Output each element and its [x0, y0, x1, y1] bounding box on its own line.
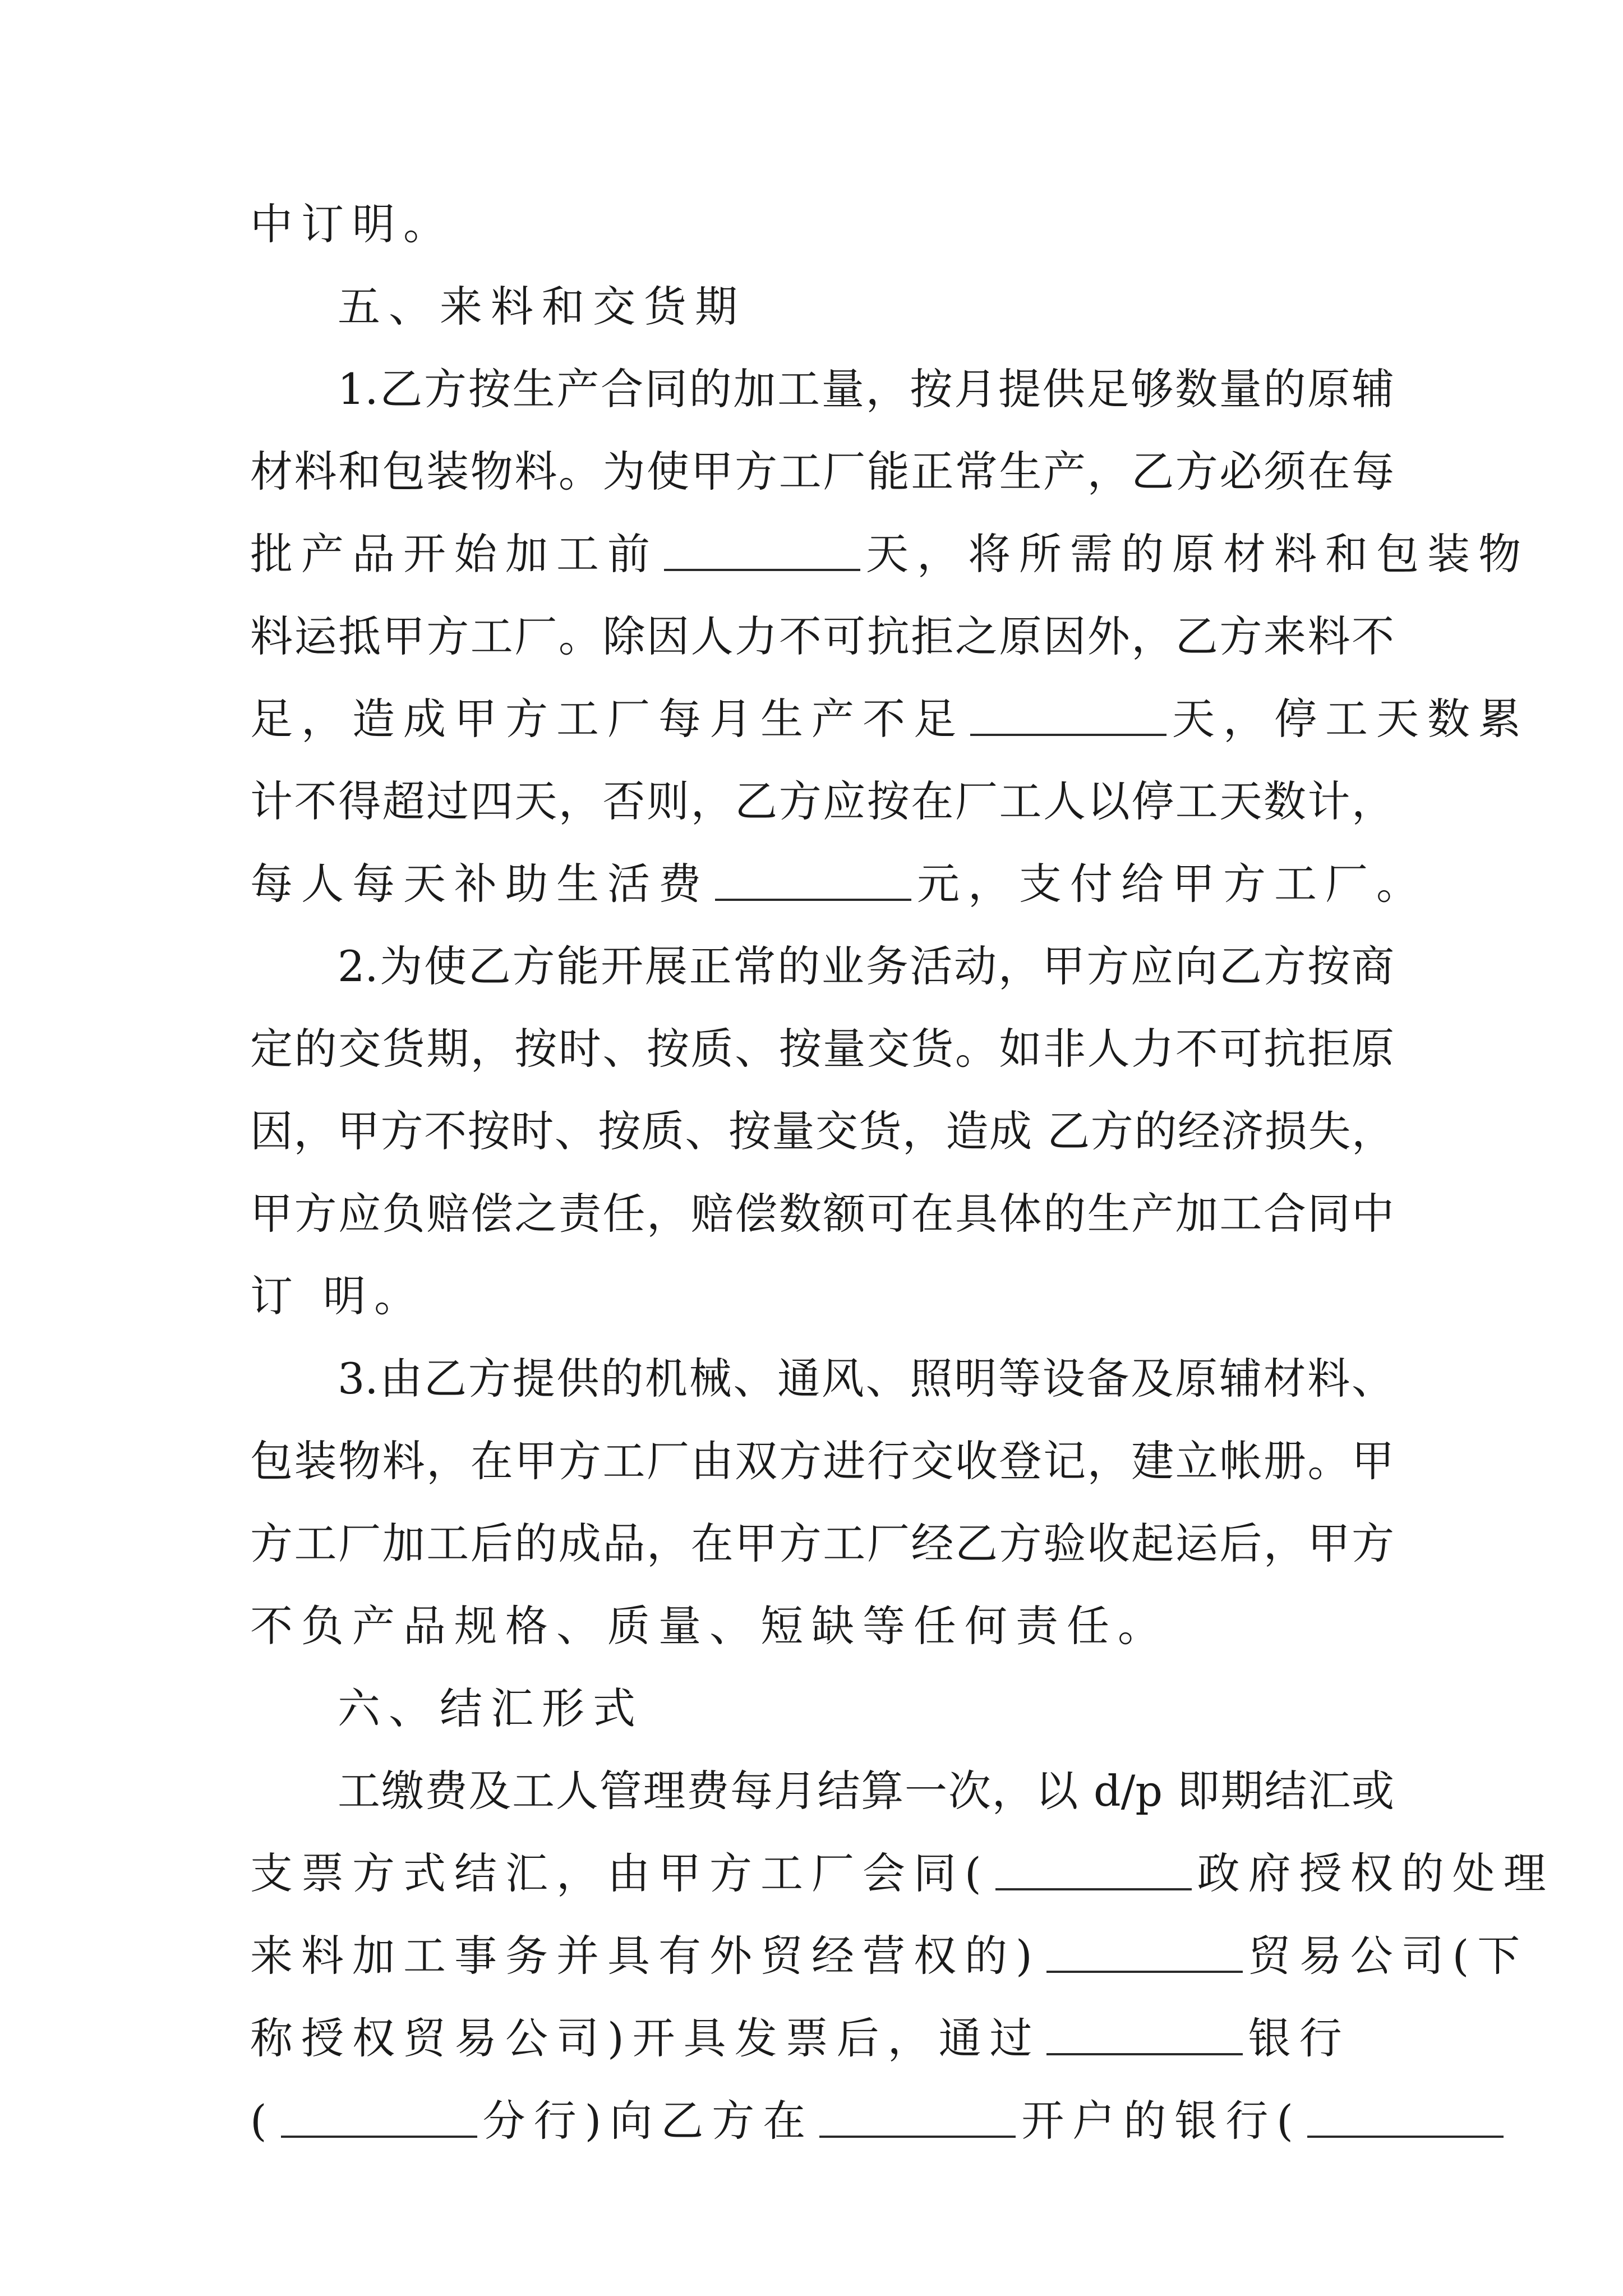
- section-heading: 五、来料和交货期: [338, 282, 746, 332]
- text-line: 方工厂加工后的成品，在甲方工厂经乙方验收起运后，甲方: [250, 1519, 1394, 1568]
- text-line: ( 分行)向乙方在 开户的银行(: [250, 2087, 1394, 2155]
- text-line: 包装物料，在甲方工厂由双方进行交收登记，建立帐册。甲: [250, 1436, 1394, 1486]
- text-line: 料运抵甲方工厂。除因人力不可抗拒之原因外，乙方来料不: [250, 611, 1394, 661]
- text-line: 计不得超过四天，否则，乙方应按在厂工人以停工天数计，: [250, 776, 1394, 826]
- blank-underline: [995, 1888, 1192, 1890]
- text-line: 1.乙方按生产合同的加工量，按月提供足够数量的原辅: [338, 364, 1394, 414]
- text-line: 批产品开始加工前 天，将所需的原材料和包装物: [250, 529, 1529, 579]
- text-line: 不负产品规格、质量、短缺等任何责任。: [250, 1601, 1169, 1651]
- text-line: 订 明。: [250, 1271, 426, 1321]
- text-line: 每人每天补助生活费 元，支付给甲方工厂。: [250, 859, 1427, 909]
- text-line: 2.为使乙方能开展正常的业务活动，甲方应向乙方按商: [338, 941, 1394, 991]
- text-line: 3.由乙方提供的机械、通风、照明等设备及原辅材料、: [338, 1354, 1394, 1404]
- section-heading: 六、结汇形式: [338, 1683, 644, 1733]
- text-line: 来料加工事务并具有外贸经营权的) 贸易公司(下: [250, 1931, 1529, 1981]
- text-line: 中订明。: [250, 199, 454, 249]
- text-line: 称授权贸易公司)开具发票后，通过 银行: [250, 2013, 1350, 2063]
- text-line: 足，造成甲方工厂每月生产不足 天，停工天数累: [250, 694, 1529, 744]
- blank-underline: [1046, 1971, 1243, 1973]
- text-line: 材料和包装物料。为使甲方工厂能正常生产，乙方必须在每: [250, 447, 1394, 496]
- text-line: 定的交货期，按时、按质、按量交货。如非人力不可抗拒原: [250, 1024, 1394, 1074]
- blank-underline: [819, 2136, 1016, 2138]
- text-line: 支票方式结汇，由甲方工厂会同( 政府授权的处理: [250, 1848, 1555, 1898]
- blank-underline: [281, 2136, 477, 2138]
- text-line: 工缴费及工人管理费每月结算一次，以 d/p 即期结汇或: [338, 1766, 1394, 1816]
- blank-underline: [970, 734, 1166, 736]
- blank-underline: [664, 569, 860, 571]
- text-line: 因，甲方不按时、按质、按量交货，造成 乙方的经济损失，: [250, 1106, 1394, 1156]
- blank-underline: [1307, 2136, 1504, 2138]
- blank-underline: [1046, 2053, 1243, 2055]
- blank-underline: [715, 899, 911, 901]
- text-line: 甲方应负赔偿之责任，赔偿数额可在具体的生产加工合同中: [250, 1189, 1394, 1239]
